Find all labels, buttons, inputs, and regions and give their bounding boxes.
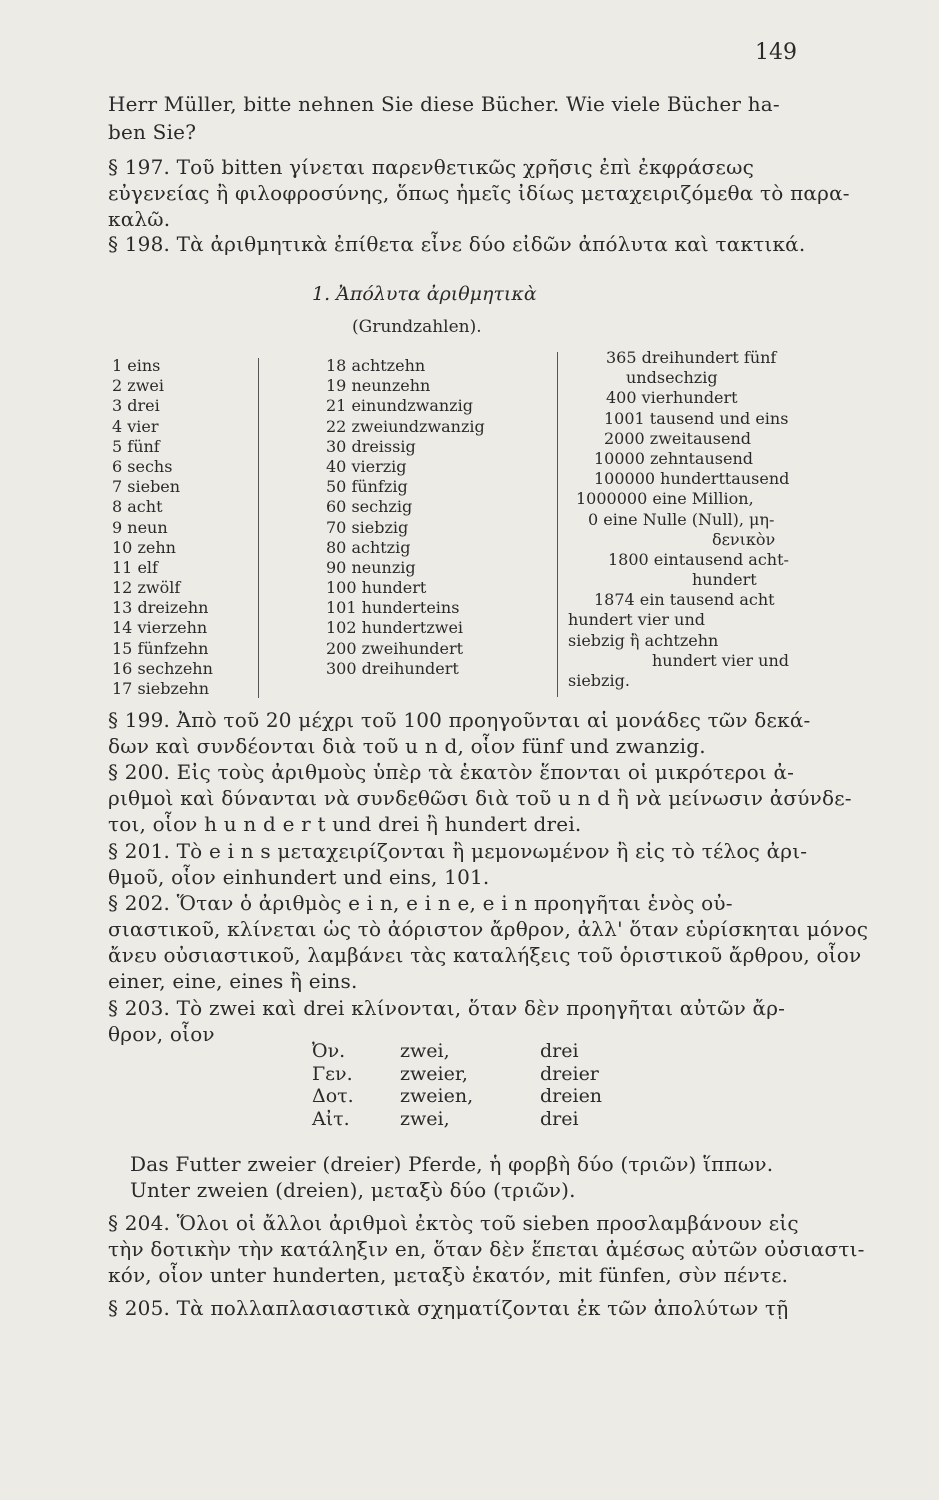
numeral-entry: 5 fünf [112, 436, 160, 456]
numeral-entry: siebzig ἢ achtzehn [568, 630, 719, 650]
text-line: θμοῦ, οἷον einhundert und eins, 101. [108, 865, 490, 889]
text-line: einer, eine, eines ἢ eins. [108, 969, 358, 993]
numeral-entry: 40 vierzig [326, 456, 407, 476]
numeral-entry: 11 elf [112, 557, 158, 577]
zwei-form: zweien, [400, 1085, 474, 1107]
numeral-entry: 13 dreizehn [112, 598, 209, 618]
drei-form: dreier [540, 1062, 599, 1085]
numeral-entry: 2000 zweitausend [604, 428, 752, 448]
numeral-entry: 19 neunzehn [326, 376, 431, 396]
text-line: § 198. Τὰ ἀριθμητικὰ ἐπίθετα εἶνε δύο εἰδῶν ἀπόλυτα καὶ τακτικά. [108, 232, 806, 256]
text-line: σιαστικοῦ, κλίνεται ὡς τὸ ἀόριστον ἄρθρον, ἀλλ' ὅταν εὑρίσκηται μόνος [108, 917, 869, 941]
text-line: τὴν δοτικὴν τὴν κατάληξιν en, ὅταν δὲν ἕπεται ἀμέσως αὐτῶν οὐσιαστι- [108, 1237, 865, 1261]
numeral-entry: 12 zwölf [112, 578, 181, 598]
numeral-entry: hundert vier und [568, 610, 705, 630]
numeral-entry: 100 hundert [326, 578, 427, 598]
text-line: θρον, οἷον [108, 1022, 215, 1046]
text-line: δων καὶ συνδέονται διὰ τοῦ u n d, οἷον fünf und zwanzig. [108, 734, 706, 758]
numeral-entry: 70 siebzig [326, 517, 409, 537]
column-divider [258, 358, 259, 698]
page-number: 149 [755, 40, 797, 65]
drei-form: drei [540, 1107, 579, 1130]
numeral-entry: 3 drei [112, 396, 160, 416]
zwei-form: zwei, [400, 1107, 450, 1130]
text-line: § 205. Τὰ πολλαπλασιαστικὰ σχηματίζονται ἐκ τῶν ἀπολύτων τῇ [108, 1296, 789, 1320]
numeral-entry: 6 sechs [112, 456, 173, 476]
numerals-column-2 [326, 356, 485, 679]
text-line: § 201. Τὸ e i n s μεταχειρίζονται ἢ μεμονωμένον ἢ εἰς τὸ τέλος ἀρι- [108, 839, 808, 863]
numeral-entry: 80 achtzig [326, 537, 411, 557]
numeral-entry: siebzig. [568, 671, 630, 690]
text-line: § 202. Ὅταν ὁ ἀριθμὸς e i n, e i n e, e i n προηγῆται ἑνὸς οὐ- [108, 891, 733, 915]
text-line: κόν, οἷον unter hunderten, μεταξὺ ἑκατόν, mit fünfen, σὺν πέντε. [108, 1263, 789, 1287]
numeral-entry: δενικὸν [712, 529, 776, 549]
numeral-entry: 200 zweihundert [326, 638, 464, 658]
text-line: § 204. Ὅλοι οἱ ἄλλοι ἀριθμοὶ ἐκτὸς τοῦ sieben προσλαμβάνουν εἰς [108, 1211, 799, 1235]
case-label: Ὀν. [312, 1040, 346, 1062]
text-line: ριθμοὶ καὶ δύνανται νὰ συνδεθῶσι διὰ τοῦ u n d ἢ νὰ μείνωσιν ἀσύνδε- [108, 786, 852, 810]
numeral-entry: 10000 zehntausend [594, 448, 753, 468]
numeral-entry: 18 achtzehn [326, 356, 426, 375]
text-line: § 200. Εἰς τοὺς ἀριθμοὺς ὑπὲρ τὰ ἑκατὸν ἕπονται οἱ μικρότεροι ἀ- [108, 760, 795, 784]
drei-form: dreien [540, 1085, 603, 1107]
text-line: εὐγενείας ἢ φιλοφροσύνης, ὅπως ἡμεῖς ἰδίως μεταχειριζόμεθα τὸ παρα- [108, 181, 850, 205]
numeral-entry: hundert [692, 570, 757, 590]
numeral-entry: 1001 tausend und eins [604, 408, 789, 428]
numeral-entry: 400 vierhundert [606, 388, 738, 408]
numeral-entry: 1000000 eine Million, [576, 489, 754, 509]
numeral-entry: 9 neun [112, 517, 168, 537]
numeral-entry: 7 sieben [112, 477, 181, 497]
text-line: ben Sie? [108, 120, 197, 144]
text-line: § 203. Τὸ zwei καὶ drei κλίνονται, ὅταν δὲν προηγῆται αὐτῶν ἄρ- [108, 996, 786, 1020]
text-line: Herr Müller, bitte nehnen Sie diese Bücher. Wie viele Bücher ha- [108, 92, 780, 116]
text-line: ἄνευ οὐσιαστικοῦ, λαμβάνει τὰς καταλήξεις τοῦ ὁριστικοῦ ἄρθρου, οἷον [108, 943, 862, 967]
case-label: Αἰτ. [312, 1107, 350, 1130]
numeral-entry: 1874 ein tausend acht [594, 590, 775, 610]
numeral-entry: 1800 eintausend acht- [608, 549, 789, 569]
numeral-entry: 4 vier [112, 416, 159, 436]
numeral-entry: 300 dreihundert [326, 658, 459, 678]
text-line: Unter zweien (dreien), μεταξὺ δύο (τριῶν). [130, 1178, 576, 1202]
text-line: τοι, οἷον h u n d e r t und drei ἢ hundert drei. [108, 812, 582, 836]
numeral-entry: 100000 hunderttausend [594, 469, 790, 489]
numeral-entry: 50 fünfzig [326, 477, 408, 497]
numeral-entry: 16 sechzehn [112, 658, 213, 678]
numeral-entry: 0 eine Nulle (Null), μη- [588, 509, 775, 529]
numeral-entry: 30 dreissig [326, 436, 416, 456]
text-line: καλῶ. [108, 207, 171, 231]
section-heading: 1. Ἀπόλυτα ἀριθμητικὰ [312, 283, 537, 305]
zwei-form: zwei, [400, 1040, 450, 1062]
numeral-entry: 90 neunzig [326, 557, 416, 577]
numeral-entry: 8 acht [112, 497, 163, 517]
column-divider [557, 352, 558, 697]
text-line: § 199. Ἀπὸ τοῦ 20 μέχρι τοῦ 100 προηγοῦνται αἱ μονάδες τῶν δεκά- [108, 708, 811, 732]
case-label: Δοτ. [312, 1085, 354, 1107]
numeral-entry: 10 zehn [112, 537, 176, 557]
numeral-entry: 22 zweiundzwanzig [326, 416, 485, 436]
text-line: § 197. Τοῦ bitten γίνεται παρενθετικῶς χρῆσις ἐπὶ ἐκφράσεως [108, 155, 754, 179]
numerals-column-3 [568, 348, 789, 691]
case-label: Γεν. [312, 1062, 353, 1085]
numeral-entry: 101 hunderteins [326, 598, 460, 618]
numeral-entry: 60 sechzig [326, 497, 413, 517]
numeral-entry: 21 einundzwanzig [326, 396, 473, 416]
numeral-entry: 365 dreihundert fünf [606, 348, 777, 367]
numeral-entry: 102 hundertzwei [326, 618, 464, 638]
zwei-form: zweier, [400, 1062, 468, 1085]
numeral-entry: 14 vierzehn [112, 618, 208, 638]
numeral-entry: 1 eins [112, 356, 161, 375]
numeral-entry: 17 siebzehn [112, 679, 209, 698]
drei-form: drei [540, 1040, 579, 1062]
numeral-entry: undsechzig [626, 368, 718, 388]
numerals-column-1 [112, 356, 213, 699]
text-line: Das Futter zweier (dreier) Pferde, ἡ φορβὴ δύο (τριῶν) ἵππων. [130, 1152, 774, 1176]
section-subheading: (Grundzahlen). [352, 317, 482, 337]
numeral-entry: hundert vier und [652, 650, 789, 670]
numeral-entry: 15 fünfzehn [112, 638, 209, 658]
numeral-entry: 2 zwei [112, 376, 164, 396]
